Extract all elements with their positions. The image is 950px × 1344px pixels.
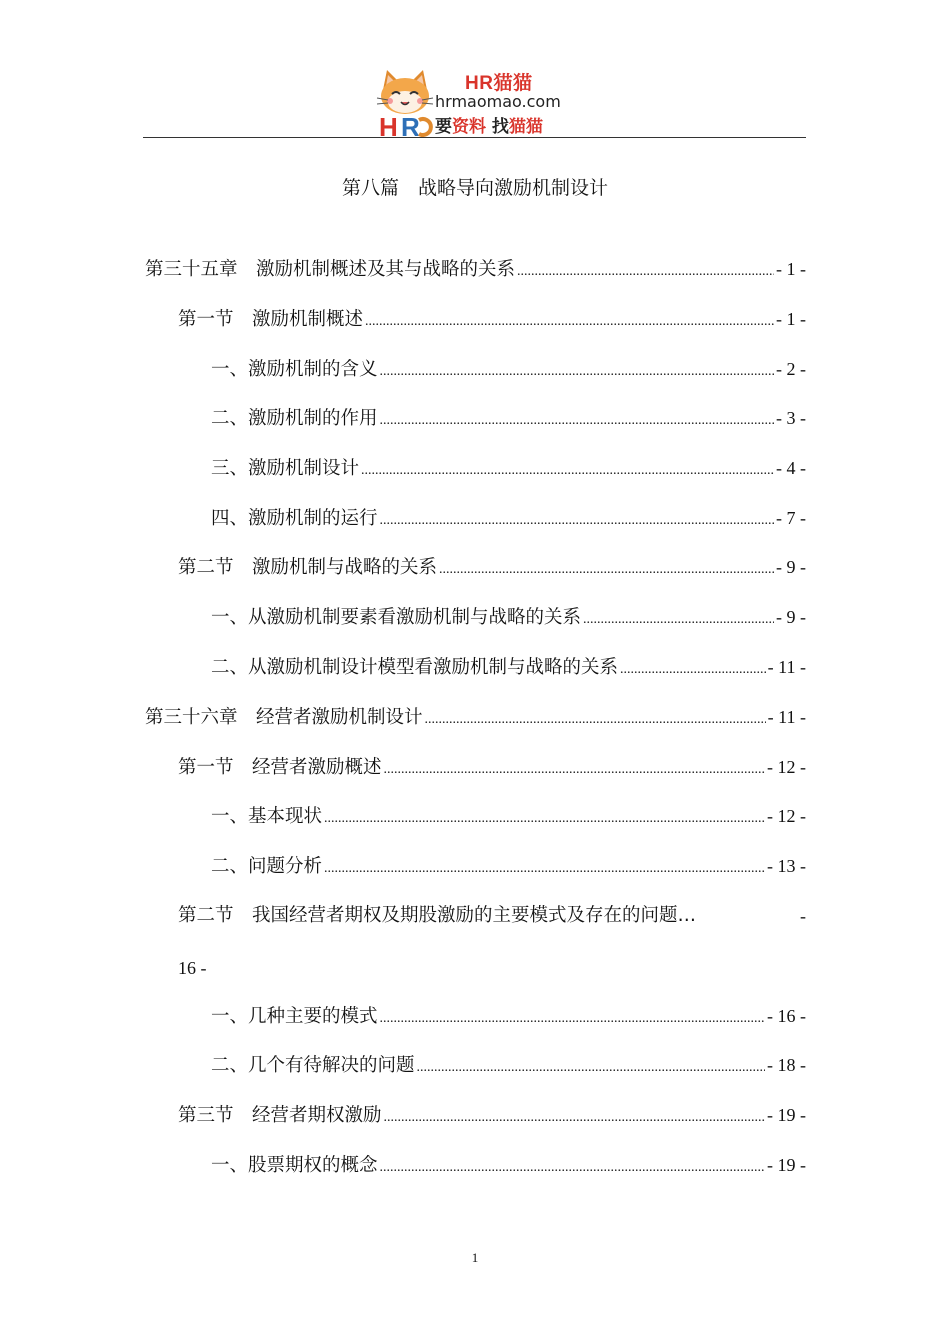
toc-leader <box>517 259 774 285</box>
toc-page-number: - 9 - <box>776 557 806 577</box>
slogan-part-2: 资料 <box>452 117 486 137</box>
toc-leader <box>417 1055 765 1081</box>
toc-entry-label: 二、几个有待解决的问题 <box>211 1055 415 1076</box>
toc-entry[interactable] <box>211 604 806 633</box>
cat-mascot-icon <box>375 68 437 140</box>
header-divider <box>143 137 806 138</box>
toc-page-number: - 13 - <box>767 856 806 876</box>
toc-leader <box>384 757 765 783</box>
toc-page-number: - 19 - <box>767 1105 806 1125</box>
toc-page-number: - 7 - <box>776 508 806 528</box>
toc-entry[interactable] <box>145 256 806 285</box>
toc-page-number: - 16 - <box>767 1006 806 1026</box>
toc-leader <box>384 1105 765 1131</box>
toc-page-number: - 12 - <box>767 757 806 777</box>
toc-leader <box>425 707 766 733</box>
toc-entry-label: 一、几种主要的模式 <box>211 1006 378 1027</box>
toc-entry[interactable] <box>178 306 806 335</box>
toc-leader <box>380 408 774 434</box>
brand-slogan <box>435 112 543 137</box>
toc-entry-label: 第一节 经营者激励概述 <box>178 757 382 778</box>
toc-entry-label: 第一节 激励机制概述 <box>178 309 364 330</box>
toc-page-number: 16 - <box>178 958 207 978</box>
toc-leader <box>380 359 774 385</box>
toc-page-number: - 1 - <box>776 309 806 329</box>
toc-leader <box>380 508 774 534</box>
toc-entry[interactable] <box>211 356 806 385</box>
toc-entry[interactable] <box>211 1052 806 1081</box>
slogan-part-3: 找 <box>486 117 509 137</box>
toc-entry-label: 二、从激励机制设计模型看激励机制与战略的关系 <box>211 657 619 678</box>
toc-leader <box>439 557 774 583</box>
toc-page-number: - 11 - <box>767 657 806 677</box>
toc-entry-label: 第三十五章 激励机制概述及其与战略的关系 <box>145 259 516 280</box>
toc-entry-label: 第三节 经营者期权激励 <box>178 1105 382 1126</box>
toc-page-number: - 9 - <box>776 607 806 627</box>
toc-entry[interactable] <box>178 554 806 583</box>
toc-entry-wrapped[interactable] <box>178 903 806 929</box>
toc-page-number: - 11 - <box>767 707 806 727</box>
toc-leader <box>324 806 765 832</box>
part-title: 第八篇 战略导向激励机制设计 <box>341 177 608 199</box>
toc-entry[interactable] <box>178 1102 806 1131</box>
toc-page-tail: - <box>800 906 806 926</box>
toc-entry-label: 三、激励机制设计 <box>211 458 360 479</box>
svg-text:R: R <box>401 112 420 140</box>
toc-entry-label: 一、基本现状 <box>211 806 323 827</box>
toc-entry[interactable] <box>211 405 806 434</box>
toc-entry-label: 第二节 我国经营者期权及期股激励的主要模式及存在的问题… <box>178 905 697 926</box>
toc-entry[interactable] <box>211 505 806 534</box>
toc-entry[interactable] <box>211 853 806 882</box>
toc-leader <box>620 657 766 683</box>
toc-leader <box>380 1006 765 1032</box>
toc-entry-label: 一、股票期权的概念 <box>211 1155 378 1176</box>
toc-entry-label: 二、问题分析 <box>211 856 323 877</box>
toc-leader <box>324 856 765 882</box>
toc-page-number: - 4 - <box>776 458 806 478</box>
toc-entry[interactable] <box>211 803 806 832</box>
toc-entry[interactable] <box>211 455 806 484</box>
page-number: 1 <box>471 1250 479 1265</box>
toc-entry[interactable] <box>211 1152 806 1181</box>
toc-page-number: - 3 - <box>776 408 806 428</box>
toc-entry[interactable] <box>211 1003 806 1032</box>
hr-maomao-logo <box>375 62 575 138</box>
toc-entry-label: 四、激励机制的运行 <box>211 508 378 529</box>
toc-leader <box>380 1155 765 1181</box>
toc-page-number: - 2 - <box>776 359 806 379</box>
toc-entry[interactable] <box>211 654 806 683</box>
toc-entry[interactable] <box>145 704 806 733</box>
toc-page-number: - 1 - <box>776 259 806 279</box>
brand-name: HR猫猫 <box>465 73 533 94</box>
svg-text:H: H <box>379 112 398 140</box>
toc-leader <box>583 607 774 633</box>
slogan-part-1: 要 <box>435 117 452 137</box>
toc-page-number: - 18 - <box>767 1055 806 1075</box>
toc-entry-label: 一、从激励机制要素看激励机制与战略的关系 <box>211 607 582 628</box>
toc-leader <box>361 458 774 484</box>
toc-leader <box>365 309 774 335</box>
toc-page-number: - 12 - <box>767 806 806 826</box>
toc-entry-label: 第三十六章 经营者激励机制设计 <box>145 707 423 728</box>
toc-entry-label: 一、激励机制的含义 <box>211 359 378 380</box>
toc-entry-label: 二、激励机制的作用 <box>211 408 378 429</box>
brand-url: hrmaomao.com <box>435 92 561 111</box>
page-header <box>143 62 806 138</box>
toc-page-number: - 19 - <box>767 1155 806 1175</box>
toc-entry-label: 第二节 激励机制与战略的关系 <box>178 557 438 578</box>
slogan-part-4: 猫猫 <box>508 117 543 137</box>
toc-entry[interactable] <box>178 754 806 783</box>
